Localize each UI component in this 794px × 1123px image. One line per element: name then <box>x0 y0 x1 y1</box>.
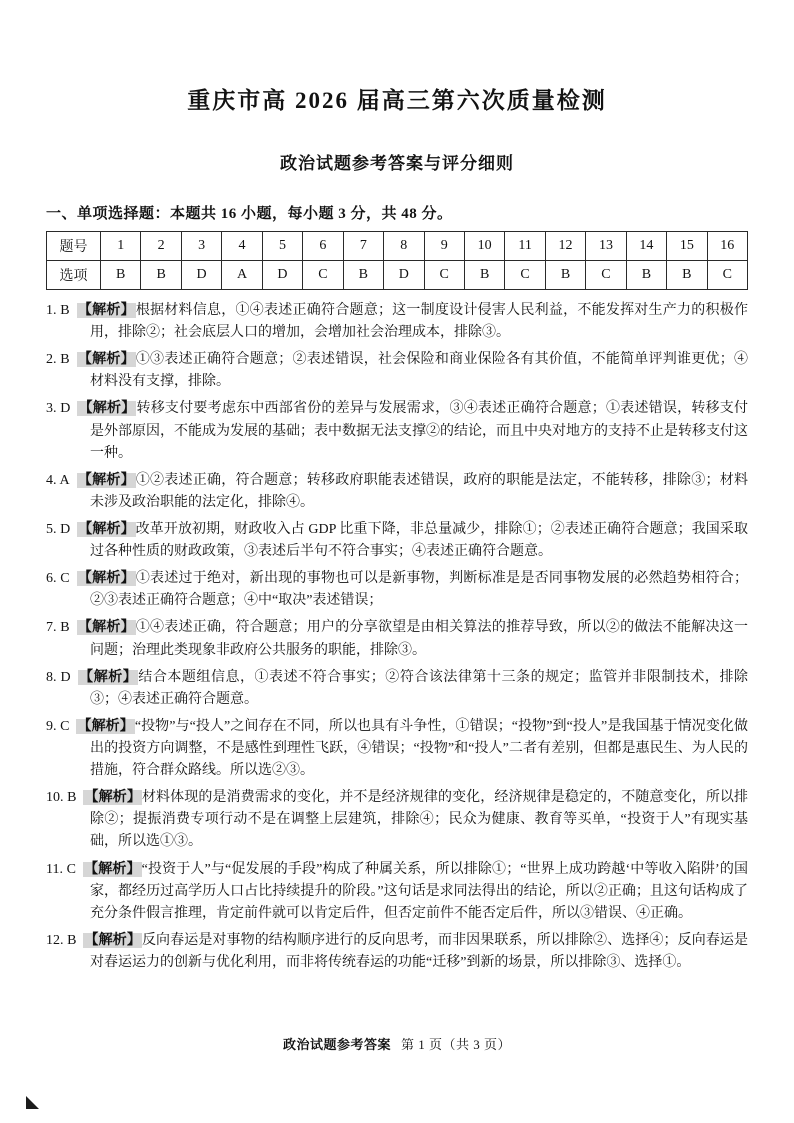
analysis-label: 【解析】 <box>77 352 135 368</box>
question-answer-label: 2. B <box>46 352 70 368</box>
explanation-item-5 <box>46 519 748 563</box>
explanation-item-2 <box>46 349 748 393</box>
answer-cell: C <box>505 261 545 290</box>
document-title: 重庆市高 2026 届高三第六次质量检测 <box>187 88 607 113</box>
question-number-cell: 5 <box>262 232 302 261</box>
explanation-text: ①④表述正确，符合题意；用户的分享欲望是由相关算法的推荐导致，所以②的做法不能解决这一问题；治理此类现象非政府公共服务的职能，排除③。 <box>90 620 749 658</box>
answer-cell: D <box>181 261 221 290</box>
question-answer-label: 8. D <box>46 669 71 685</box>
answer-cell: B <box>141 261 181 290</box>
analysis-label: 【解析】 <box>77 472 135 488</box>
answer-cell: C <box>303 261 343 290</box>
question-answer-label: 5. D <box>46 521 71 537</box>
question-answer-label: 9. C <box>46 718 70 734</box>
row-header-question-number: 题号 <box>47 232 101 261</box>
answer-cell: D <box>262 261 302 290</box>
row-header-option: 选项 <box>47 261 101 290</box>
explanation-text: ①表述过于绝对，新出现的事物也可以是新事物，判断标准是是否同事物发展的必然趋势相符合；②③表述正确符合题意；④中“取决”表述错误； <box>90 571 749 609</box>
explanation-item-1 <box>46 300 748 344</box>
question-answer-label: 4. A <box>46 472 70 488</box>
analysis-label: 【解析】 <box>84 790 141 806</box>
question-number-cell: 9 <box>424 232 464 261</box>
question-answer-label: 1. B <box>46 303 70 318</box>
question-number-cell: 8 <box>384 232 424 261</box>
analysis-label: 【解析】 <box>77 718 134 734</box>
explanation-text: “投物”与“投人”之间存在不同，所以也具有斗争性，①错误；“投物”到“投人”是我国基于情况变化做出的投资方向调整，不是感性到理性飞跃，④错误；“投物”和“投人”二者有差别，但都是惠民生、为人民的措施，符合群众路线。所以选②③。 <box>90 718 749 779</box>
explanation-text: 反向春运是对事物的结构顺序进行的反向思考，而非因果联系，所以排除②、选择④；反向春运是对春运运力的创新与优化利用，而非将传统春运的功能“迁移”到新的场景，所以排除③、选择①。 <box>90 932 749 970</box>
explanation-text: 材料体现的是消费需求的变化，并不是经济规律的变化，经济规律是稳定的，不随意变化，所以排除②；提振消费专项行动不是在调整上层建筑，排除④；民众为健康、教育等买单，“投资于人”有现实基础，所以选①③。 <box>90 790 749 850</box>
analysis-label: 【解析】 <box>84 932 141 948</box>
question-number-cell: 14 <box>626 232 666 261</box>
footer-page-number: 第 1 页（共 3 页） <box>401 1037 512 1052</box>
document-subtitle: 政治试题参考答案与评分细则 <box>280 154 514 173</box>
explanation-item-6 <box>46 568 748 612</box>
question-number-cell: 4 <box>222 232 262 261</box>
question-answer-label: 10. B <box>46 790 77 806</box>
question-number-cell: 7 <box>343 232 383 261</box>
explanation-text: ①②表述正确，符合题意；转移政府职能表述错误，政府的职能是法定，不能转移，排除③；材料未涉及政治职能的法定化，排除④。 <box>90 472 749 510</box>
question-number-cell: 3 <box>181 232 221 261</box>
explanation-item-10 <box>46 787 748 853</box>
analysis-label: 【解析】 <box>78 401 136 417</box>
answer-cell: B <box>343 261 383 290</box>
question-answer-label: 12. B <box>46 932 77 948</box>
explanation-item-9 <box>46 716 748 782</box>
explanation-text: ①③表述正确符合题意；②表述错误，社会保险和商业保险各有其价值，不能简单评判谁更优；④材料没有支撑，排除。 <box>90 352 749 390</box>
explanation-text: 根据材料信息，①④表述正确符合题意；这一制度设计侵害人民利益，不能发挥对生产力的积极作用，排除②；社会底层人口的增加，会增加社会治理成本，排除③。 <box>90 303 749 341</box>
explanation-list <box>46 300 748 974</box>
answer-cell: D <box>384 261 424 290</box>
answer-cell: B <box>626 261 666 290</box>
section-heading: 一、单项选择题：本题共 16 小题，每小题 3 分，共 48 分。 <box>46 206 453 222</box>
question-number-cell: 11 <box>505 232 545 261</box>
scan-artifact-mark <box>26 1096 39 1109</box>
explanation-text: 转移支付要考虑东中西部省份的差异与发展需求，③④表述正确符合题意；①表述错误，转移支付是外部原因，不能成为发展的基础；表中数据无法支撑②的结论，而且中央对地方的支持不止是转移支付这一种。 <box>90 401 748 461</box>
analysis-label: 【解析】 <box>77 303 135 318</box>
answer-cell: A <box>222 261 262 290</box>
explanation-text: “投资于人”与“促发展的手段”构成了种属关系，所以排除①；“世界上成功跨越‘中等收入陷阱’的国家，都经历过高学历人口占比持续提升的阶段。”这句话是求同法得出的结论，所以②正确；且这句话构成了充分条件假言推理，肯定前件就可以肯定后件，但否定前件不能否定后件，所以③错误、④正确。 <box>90 861 748 921</box>
explanation-item-8 <box>46 667 748 711</box>
answer-cell: B <box>101 261 141 290</box>
answer-table-row-numbers <box>47 232 748 261</box>
explanation-item-12 <box>46 930 748 974</box>
analysis-label: 【解析】 <box>83 861 141 877</box>
answer-cell: C <box>586 261 626 290</box>
question-number-cell: 13 <box>586 232 626 261</box>
analysis-label: 【解析】 <box>77 620 135 636</box>
explanation-text: 改革开放初期，财政收入占 GDP 比重下降，非总量减少，排除①；②表述正确符合题意；我国采取过各种性质的财政政策，③表述后半句不符合事实；④表述正确符合题意。 <box>90 521 748 560</box>
page-footer <box>0 1034 794 1053</box>
answer-table-row-answers <box>47 261 748 290</box>
question-answer-label: 11. C <box>46 861 76 877</box>
explanation-item-3 <box>46 398 748 464</box>
question-answer-label: 3. D <box>46 401 71 417</box>
question-number-cell: 6 <box>303 232 343 261</box>
answer-cell: B <box>545 261 585 290</box>
explanation-item-7 <box>46 617 748 661</box>
question-number-cell: 1 <box>101 232 141 261</box>
footer-document-title: 政治试题参考答案 <box>282 1037 391 1052</box>
question-number-cell: 10 <box>464 232 504 261</box>
analysis-label: 【解析】 <box>78 669 138 685</box>
explanation-item-4 <box>46 470 748 514</box>
question-number-cell: 16 <box>707 232 747 261</box>
answer-cell: B <box>464 261 504 290</box>
question-answer-label: 6. C <box>46 571 70 587</box>
answer-cell: C <box>424 261 464 290</box>
answer-table <box>46 231 748 290</box>
explanation-text: 结合本题组信息，①表述不符合事实；②符合该法律第十三条的规定；监管并非限制技术，排除③；④表述正确符合题意。 <box>90 669 748 707</box>
analysis-label: 【解析】 <box>78 521 135 537</box>
question-number-cell: 2 <box>141 232 181 261</box>
question-number-cell: 15 <box>667 232 707 261</box>
answer-cell: B <box>667 261 707 290</box>
answer-cell: C <box>707 261 747 290</box>
analysis-label: 【解析】 <box>77 571 135 587</box>
explanation-item-11 <box>46 859 748 925</box>
question-answer-label: 7. B <box>46 620 70 636</box>
question-number-cell: 12 <box>545 232 585 261</box>
